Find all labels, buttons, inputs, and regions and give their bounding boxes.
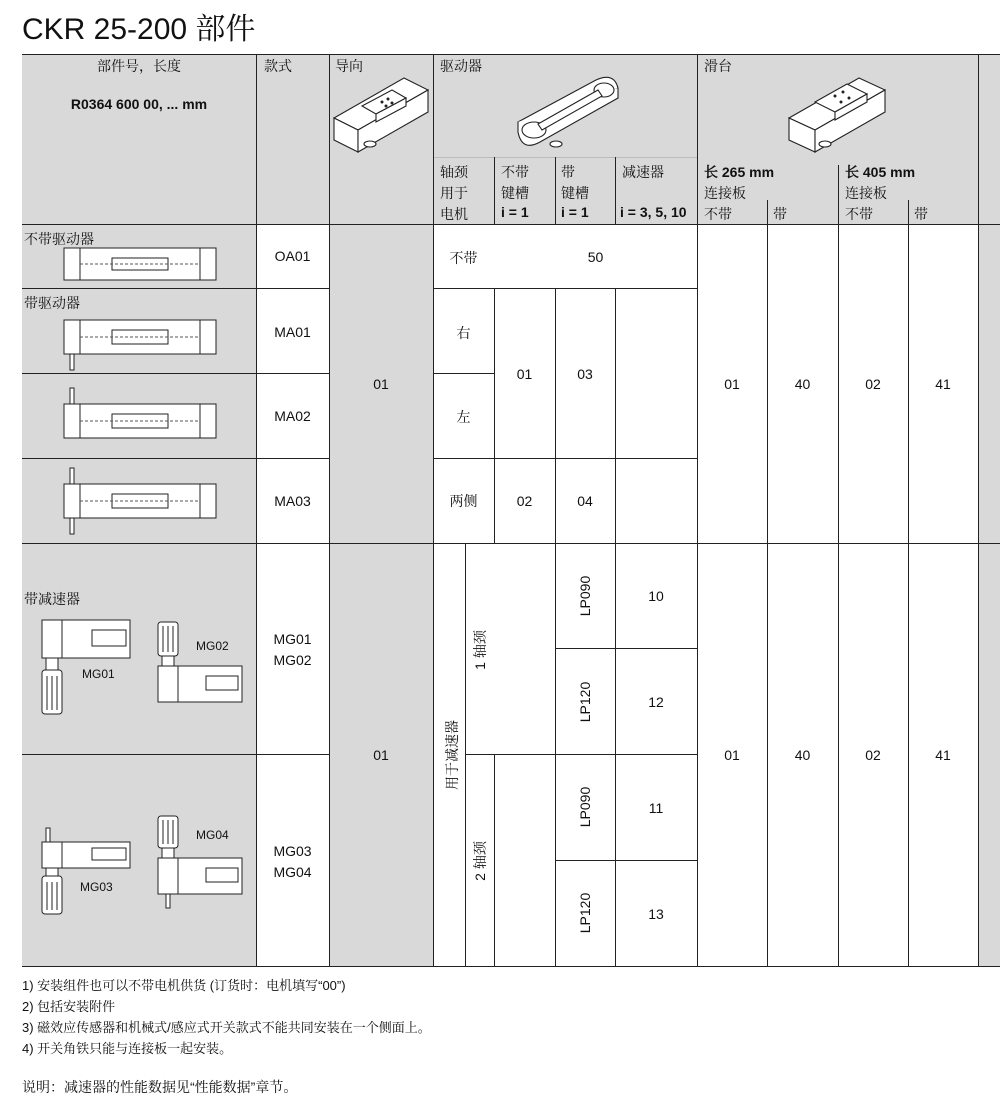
car-top-1: 01: [724, 376, 740, 392]
lp120-top: LP120: [577, 681, 593, 723]
part-number-value: R0364 600 00, ... mm: [70, 96, 208, 112]
drive-header: 驱动器: [440, 58, 482, 74]
no-keyway-2: 键槽: [501, 185, 529, 201]
footnote-2: 2) 包括安装附件: [22, 999, 116, 1014]
guide-header: 导向: [335, 58, 363, 74]
ratio-11: 11: [648, 800, 664, 816]
code-oa01: OA01: [274, 248, 311, 264]
len265-header: 长 265 mm: [704, 164, 775, 180]
journal-header-2: 用于: [440, 185, 468, 201]
mg03-drawing: [36, 826, 136, 918]
journal-1-label: 1 轴颈: [472, 630, 488, 670]
guide-illustration: [330, 72, 432, 156]
guide-value-top: 01: [373, 376, 389, 392]
code-mg04: MG04: [273, 864, 312, 880]
code-ma03: MA03: [274, 493, 311, 509]
reducer-header: 减速器: [622, 164, 664, 180]
code-mg03: MG03: [273, 843, 312, 859]
mg02-drawing: [154, 620, 244, 706]
journal-2-label: 2 轴颈: [472, 841, 488, 881]
with-drive-label: 带驱动器: [24, 295, 80, 311]
len265-plate: 连接板: [704, 185, 746, 201]
guide-column-band: [329, 224, 433, 966]
fig-label-mg02: MG02: [196, 639, 229, 653]
ma03-drawing: [60, 466, 220, 536]
footnote-1: 1) 安装组件也可以不带电机供货 (订货时：电机填写“00”): [22, 978, 346, 993]
with-keyway-2: 键槽: [561, 185, 589, 201]
for-reducer-label: 用于减速器: [445, 720, 461, 790]
with-keyway-3: i = 1: [561, 204, 589, 220]
journal-left: 左: [456, 410, 471, 426]
value-01: 01: [516, 366, 533, 382]
no-keyway-1: 不带: [501, 164, 529, 180]
footnote-4: 4) 开关角铁只能与连接板一起安装。: [22, 1041, 233, 1056]
ma02-drawing: [60, 386, 220, 442]
part-number-label: 部件号，长度: [97, 58, 181, 74]
car-bottom-4: 41: [935, 747, 951, 763]
value-03: 03: [577, 366, 593, 382]
carriage-header: 滑台: [704, 58, 732, 74]
code-ma02: MA02: [274, 408, 311, 424]
len265-without: 不带: [704, 206, 732, 222]
reducer-ratios: i = 3, 5, 10: [620, 204, 687, 220]
journal-both: 两侧: [449, 494, 478, 510]
page-title: CKR 25-200 部件: [22, 13, 256, 46]
value-04: 04: [577, 493, 593, 509]
oa01-drawing: [60, 246, 220, 282]
style-header: 款式: [264, 58, 292, 74]
len405-header: 长 405 mm: [845, 164, 916, 180]
ma01-drawing: [60, 318, 220, 372]
journal-header-1: 轴颈: [440, 164, 468, 180]
drive-illustration: [510, 72, 630, 154]
note: 说明：减速器的性能数据见“性能数据”章节。: [22, 1079, 298, 1095]
journal-none: 不带: [449, 251, 478, 267]
code-mg02: MG02: [273, 652, 312, 668]
value-02: 02: [516, 493, 533, 509]
fig-label-mg01: MG01: [82, 667, 115, 681]
lp120-bottom: LP120: [577, 892, 593, 934]
fig-label-mg03: MG03: [80, 880, 113, 894]
right-edge-band: [978, 54, 1000, 966]
code-ma01: MA01: [274, 324, 311, 340]
car-bottom-1: 01: [724, 747, 740, 763]
fig-label-mg04: MG04: [196, 828, 229, 842]
ratio-10: 10: [648, 588, 664, 604]
journal-right: 右: [456, 326, 471, 342]
code-mg01: MG01: [273, 631, 312, 647]
lp090-top: LP090: [577, 575, 593, 617]
with-reducer-label: 带减速器: [24, 591, 80, 607]
carriage-illustration: [785, 72, 895, 156]
car-bottom-2: 40: [794, 747, 811, 763]
no-drive-label: 不带驱动器: [24, 231, 94, 247]
with-keyway-1: 带: [561, 164, 575, 180]
len405-with: 带: [914, 206, 928, 222]
journal-header-3: 电机: [440, 206, 468, 222]
no-keyway-3: i = 1: [501, 204, 529, 220]
len405-without: 不带: [845, 206, 873, 222]
car-top-2: 40: [794, 376, 811, 392]
ratio-13: 13: [648, 906, 664, 922]
len265-with: 带: [773, 206, 787, 222]
car-bottom-3: 02: [865, 747, 881, 763]
value-50: 50: [587, 249, 604, 265]
lp090-bottom: LP090: [577, 786, 593, 828]
car-top-4: 41: [935, 376, 951, 392]
ratio-12: 12: [648, 694, 664, 710]
car-top-3: 02: [865, 376, 881, 392]
footnote-3: 3) 磁效应传感器和机械式/感应式开关款式不能共同安装在一个侧面上。: [22, 1020, 431, 1035]
len405-plate: 连接板: [845, 185, 887, 201]
guide-value-bottom: 01: [373, 747, 389, 763]
